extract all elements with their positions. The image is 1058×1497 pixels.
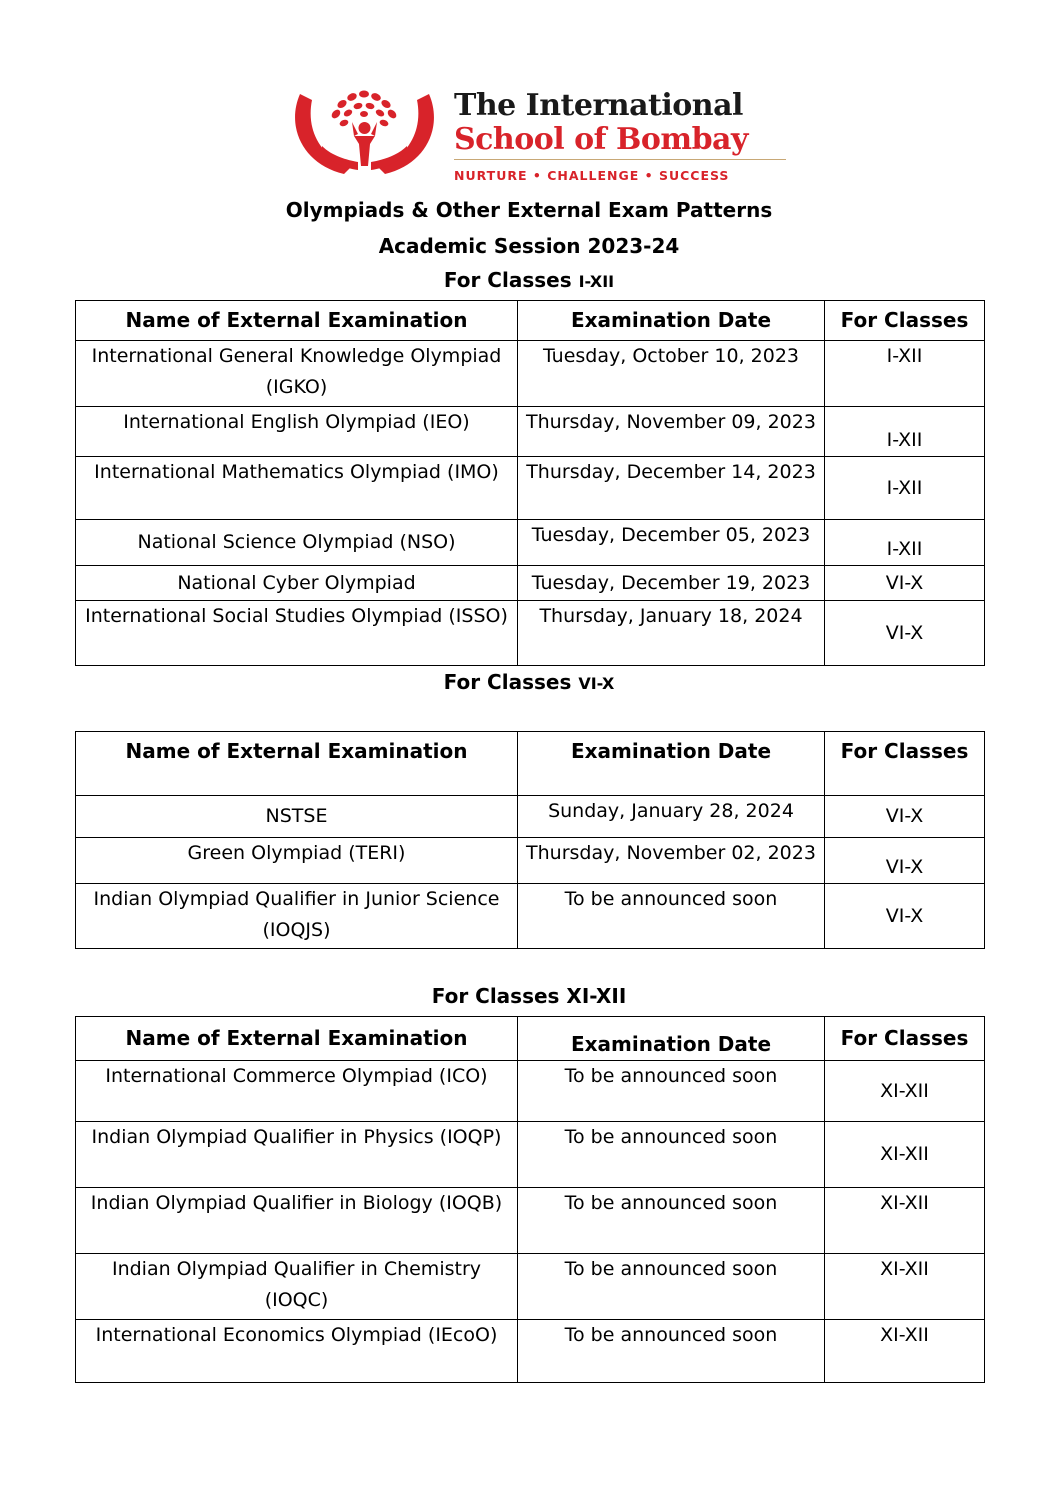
table-header-row	[76, 301, 985, 341]
table-row	[76, 796, 985, 838]
exam-classes: XI-XII	[825, 1188, 985, 1254]
exam-classes: VI-X	[825, 838, 985, 884]
exam-table-1	[75, 300, 985, 666]
exam-classes: XI-XII	[825, 1061, 985, 1122]
table-row	[76, 1061, 985, 1122]
section-heading-3: For Classes XI-XII	[431, 984, 627, 1008]
exam-name: Green Olympiad (TERI)	[76, 838, 518, 884]
exam-name: NSTSE	[76, 796, 518, 838]
table-row	[76, 884, 985, 949]
exam-name: International General Knowledge Olympiad (IGKO)	[76, 341, 518, 407]
exam-classes: VI-X	[825, 566, 985, 601]
exam-date: Tuesday, October 10, 2023	[518, 341, 825, 407]
exam-name: International English Olympiad (IEO)	[76, 407, 518, 457]
section-heading-classes: VI-X	[578, 674, 615, 693]
exam-name: International Mathematics Olympiad (IMO)	[76, 457, 518, 520]
section-heading-prefix: For Classes	[443, 268, 579, 292]
section-heading-1	[0, 268, 1058, 292]
column-header-classes: For Classes	[825, 732, 985, 796]
table-row	[76, 838, 985, 884]
exam-classes: VI-X	[825, 796, 985, 838]
exam-name: Indian Olympiad Qualifier in Chemistry (IOQC)	[76, 1254, 518, 1320]
exam-date: Thursday, November 02, 2023	[518, 838, 825, 884]
table-row	[76, 407, 985, 457]
table-row	[76, 566, 985, 601]
section-heading-2	[0, 670, 1058, 694]
table-row	[76, 1320, 985, 1383]
exam-date: Tuesday, December 19, 2023	[518, 566, 825, 601]
exam-date: To be announced soon	[518, 884, 825, 949]
exam-table-2	[75, 731, 985, 949]
exam-date: Thursday, January 18, 2024	[518, 601, 825, 666]
exam-date: To be announced soon	[518, 1254, 825, 1320]
exam-date: To be announced soon	[518, 1061, 825, 1122]
school-name-line2: School of Bombay	[454, 122, 748, 157]
logo-divider	[454, 159, 786, 160]
table-row	[76, 457, 985, 520]
exam-date: To be announced soon	[518, 1122, 825, 1188]
column-header-date: Examination Date	[518, 732, 825, 796]
exam-name: International Commerce Olympiad (ICO)	[76, 1061, 518, 1122]
column-header-name: Name of External Examination	[76, 732, 518, 796]
table-row	[76, 601, 985, 666]
exam-date: Sunday, January 28, 2024	[518, 796, 825, 838]
exam-name: Indian Olympiad Qualifier in Physics (IOQP)	[76, 1122, 518, 1188]
table-row	[76, 520, 985, 566]
exam-name: International Social Studies Olympiad (ISSO)	[76, 601, 518, 666]
exam-name: National Science Olympiad (NSO)	[76, 520, 518, 566]
exam-classes: I-XII	[825, 457, 985, 520]
session-title: Academic Session 2023-24	[378, 234, 680, 258]
tree-hands-emblem-icon	[292, 86, 437, 181]
exam-classes: VI-X	[825, 601, 985, 666]
exam-date: To be announced soon	[518, 1320, 825, 1383]
section-heading-prefix: For Classes	[443, 670, 579, 694]
exam-date: Thursday, December 14, 2023	[518, 457, 825, 520]
column-header-name: Name of External Examination	[76, 1017, 518, 1061]
exam-table-3	[75, 1016, 985, 1383]
exam-name: National Cyber Olympiad	[76, 566, 518, 601]
document-title: Olympiads & Other External Exam Patterns	[285, 198, 773, 222]
exam-classes: XI-XII	[825, 1254, 985, 1320]
exam-classes: XI-XII	[825, 1320, 985, 1383]
exam-name: Indian Olympiad Qualifier in Biology (IOQB)	[76, 1188, 518, 1254]
table-header-row	[76, 732, 985, 796]
column-header-name: Name of External Examination	[76, 301, 518, 341]
exam-name: Indian Olympiad Qualifier in Junior Science (IOQJS)	[76, 884, 518, 949]
column-header-date: Examination Date	[518, 1017, 825, 1061]
exam-classes: XI-XII	[825, 1122, 985, 1188]
exam-date: Thursday, November 09, 2023	[518, 407, 825, 457]
exam-classes: I-XII	[825, 341, 985, 407]
exam-name: International Economics Olympiad (IEcoO)	[76, 1320, 518, 1383]
column-header-classes: For Classes	[825, 1017, 985, 1061]
column-header-date: Examination Date	[518, 301, 825, 341]
table-row	[76, 341, 985, 407]
table-row	[76, 1122, 985, 1188]
exam-classes: VI-X	[825, 884, 985, 949]
school-logo	[292, 86, 792, 186]
school-tagline: NURTURE • CHALLENGE • SUCCESS	[454, 168, 730, 183]
column-header-classes: For Classes	[825, 301, 985, 341]
table-row	[76, 1188, 985, 1254]
table-row	[76, 1254, 985, 1320]
exam-date: Tuesday, December 05, 2023	[518, 520, 825, 566]
exam-classes: I-XII	[825, 407, 985, 457]
exam-classes: I-XII	[825, 520, 985, 566]
exam-date: To be announced soon	[518, 1188, 825, 1254]
table-header-row	[76, 1017, 985, 1061]
section-heading-classes: I-XII	[578, 272, 615, 291]
school-name-line1: The International	[454, 88, 743, 123]
